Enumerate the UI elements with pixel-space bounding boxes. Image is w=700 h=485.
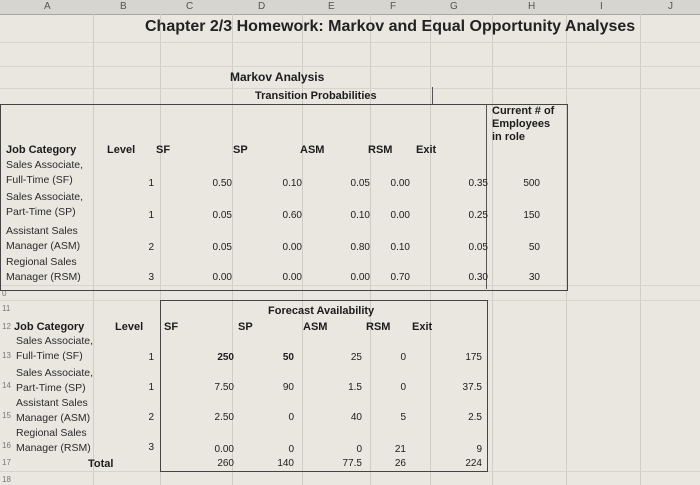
markov-row-rsm-category: Regional Sales Manager (RSM) [6,256,81,283]
markov-header-job-category: Job Category [6,144,77,156]
markov-cell[interactable]: 0.35 [468,178,488,189]
forecast-cell[interactable]: 50 [282,352,294,363]
forecast-cell[interactable]: 1 [148,382,154,393]
row-number[interactable]: 12 [2,322,11,331]
column-header-j[interactable]: J [668,1,673,12]
markov-cell[interactable]: 0.50 [212,178,232,189]
forecast-cell[interactable]: 2.50 [214,412,234,423]
forecast-cell[interactable]: 2 [148,412,154,423]
markov-header-asm: ASM [300,144,325,156]
markov-cell[interactable]: 0.10 [390,242,410,253]
markov-cell[interactable]: 0.00 [282,272,302,283]
row-number[interactable]: 15 [2,411,11,420]
markov-cell[interactable]: 0.05 [212,242,232,253]
forecast-row-rsm-category: Regional Sales Manager (RSM) [16,427,91,454]
forecast-cell[interactable]: 9 [476,444,482,455]
forecast-cell[interactable]: 5 [400,412,406,423]
markov-cell[interactable]: 2 [148,242,154,253]
markov-cell[interactable]: 0.00 [282,242,302,253]
markov-cell[interactable]: 0.05 [350,178,370,189]
markov-cell[interactable]: 0.10 [282,178,302,189]
markov-row-sf-category: Sales Associate, Full-Time (SF) [6,159,84,186]
forecast-header-level: Level [115,321,144,333]
markov-cell[interactable]: 500 [523,178,540,189]
forecast-cell[interactable]: 2.5 [468,412,482,423]
forecast-cell[interactable]: 0 [288,412,294,423]
row-number[interactable]: 11 [2,304,11,313]
markov-cell[interactable]: 0.00 [390,178,410,189]
markov-cell[interactable]: 1 [148,210,154,221]
markov-header-sp: SP [233,144,248,156]
markov-cell[interactable]: 1 [148,178,154,189]
forecast-cell[interactable]: 250 [217,352,234,363]
markov-cell[interactable]: 0.00 [390,210,410,221]
markov-cell[interactable]: 0.25 [468,210,488,221]
forecast-cell[interactable]: 21 [394,444,406,455]
forecast-cell[interactable]: 0.00 [214,444,234,455]
column-header-c[interactable]: C [186,1,194,12]
forecast-header-sf: SF [164,321,179,333]
markov-cell[interactable]: 3 [148,272,154,283]
forecast-header-exit: Exit [412,321,433,333]
markov-cell[interactable]: 0.60 [282,210,302,221]
column-header-g[interactable]: G [450,1,458,12]
markov-cell[interactable]: 0.30 [468,272,488,283]
forecast-total-label: Total [88,458,114,470]
column-header-i[interactable]: I [600,1,603,12]
markov-cell[interactable]: 0.70 [390,272,410,283]
forecast-header-sp: SP [238,321,253,333]
row-number[interactable]: 13 [2,351,11,360]
markov-cell[interactable]: 0.00 [350,272,370,283]
markov-cell[interactable]: 150 [523,210,540,221]
forecast-cell[interactable]: 0 [356,444,362,455]
markov-header-exit: Exit [416,144,437,156]
forecast-cell[interactable]: 7.50 [214,382,234,393]
markov-cell[interactable]: 0.00 [212,272,232,283]
markov-header-rsm: RSM [368,144,393,156]
markov-cell[interactable]: 50 [528,242,540,253]
row-number[interactable]: 17 [2,458,11,467]
markov-header-current-employees: Current # of Employees in role [492,105,555,143]
markov-title: Markov Analysis [230,70,325,84]
forecast-title: Forecast Availability [268,305,375,317]
row-number[interactable]: 14 [2,381,11,390]
forecast-row-sf-category: Sales Associate, Full-Time (SF) [16,335,94,362]
forecast-total-cell[interactable]: 224 [465,458,482,469]
forecast-cell[interactable]: 0 [400,352,406,363]
forecast-row-asm-category: Assistant Sales Manager (ASM) [16,397,91,424]
forecast-header-asm: ASM [303,321,328,333]
forecast-cell[interactable]: 1 [148,352,154,363]
row-number[interactable]: 0 [2,289,7,298]
forecast-cell[interactable]: 175 [465,352,482,363]
forecast-cell[interactable]: 37.5 [462,382,482,393]
forecast-cell[interactable]: 40 [350,412,362,423]
forecast-total-cell[interactable]: 26 [394,458,406,469]
forecast-cell[interactable]: 3 [148,442,154,453]
page-title: Chapter 2/3 Homework: Markov and Equal Opportunity Analyses [145,18,636,35]
markov-cell[interactable]: 0.05 [212,210,232,221]
column-header-e[interactable]: E [328,1,335,12]
column-header-b[interactable]: B [120,1,127,12]
markov-row-asm-category: Assistant Sales Manager (ASM) [6,225,81,252]
forecast-cell[interactable]: 90 [282,382,294,393]
column-header-a[interactable]: A [44,1,51,12]
column-header-h[interactable]: H [528,1,536,12]
forecast-row-sp-category: Sales Associate, Part-Time (SP) [16,367,94,394]
forecast-cell[interactable]: 1.5 [348,382,362,393]
markov-cell[interactable]: 0.10 [350,210,370,221]
column-header-bar [0,0,700,15]
column-header-f[interactable]: F [390,1,397,12]
forecast-total-cell[interactable]: 260 [217,458,234,469]
forecast-header-rsm: RSM [366,321,391,333]
forecast-header-job-category: Job Category [14,321,85,333]
markov-row-sp-category: Sales Associate, Part-Time (SP) [6,191,84,218]
forecast-cell[interactable]: 0 [288,444,294,455]
transition-probabilities-title: Transition Probabilities [255,90,377,102]
markov-table [0,104,568,291]
row-number[interactable]: 18 [2,475,11,484]
markov-cell[interactable]: 0.05 [468,242,488,253]
forecast-cell[interactable]: 25 [350,352,362,363]
markov-cell[interactable]: 30 [528,272,540,283]
markov-header-level: Level [107,144,136,156]
markov-header-sf: SF [156,144,171,156]
markov-cell[interactable]: 0.80 [350,242,370,253]
column-header-d[interactable]: D [258,1,266,12]
forecast-total-cell[interactable]: 140 [277,458,294,469]
forecast-total-cell[interactable]: 77.5 [342,458,362,469]
row-number[interactable]: 16 [2,441,11,450]
forecast-cell[interactable]: 0 [400,382,406,393]
